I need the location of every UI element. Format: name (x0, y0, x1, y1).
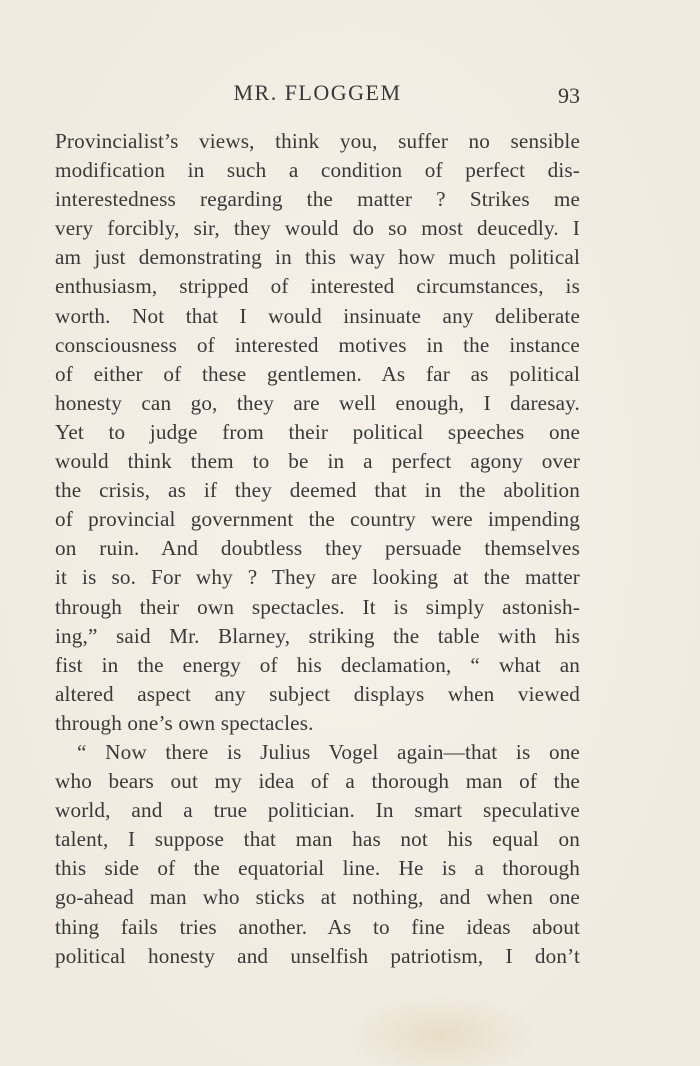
text-line: go-ahead man who sticks at nothing, and when one (55, 885, 580, 910)
text-line: enthusiasm, stripped of interested circumstances, is (55, 274, 580, 299)
text-line: it is so. For why ? They are looking at the matter (55, 565, 580, 590)
text-line: Provincialist’s views, think you, suffer no sensible (55, 129, 580, 153)
text-line: ing,” said Mr. Blarney, striking the table with his (55, 623, 580, 648)
text-line: honesty can go, they are well enough, I daresay. (55, 390, 580, 415)
text-line: would think them to be in a perfect agony over (55, 449, 580, 474)
text-line: am just demonstrating in this way how much political (55, 245, 580, 270)
text-line: interestedness regarding the matter ? Strikes me (55, 187, 580, 212)
text-line: political honesty and unselfish patriotism, I don’t (55, 943, 580, 968)
text-line: of provincial government the country were impending (55, 507, 580, 532)
running-head (55, 80, 580, 110)
text-line: on ruin. And doubtless they persuade themselves (55, 536, 580, 561)
text-line: consciousness of interested motives in the instance (55, 332, 580, 357)
text-line: altered aspect any subject displays when viewed (55, 681, 580, 706)
paragraph-start-line: “ Now there is Julius Vogel again—that is one (77, 739, 580, 764)
body-text (55, 127, 580, 971)
paragraph-end-line: through one’s own spectacles. (55, 710, 314, 735)
text-line: modification in such a condition of perfect dis- (55, 158, 580, 183)
text-line: the crisis, as if they deemed that in the abolition (55, 478, 580, 503)
text-line: of either of these gentlemen. As far as political (55, 361, 580, 386)
text-line: this side of the equatorial line. He is a thorough (55, 856, 580, 881)
text-line: who bears out my idea of a thorough man of the (55, 769, 580, 794)
text-line: through their own spectacles. It is simply astonish- (55, 594, 580, 619)
running-title: MR. FLOGGEM (233, 80, 402, 105)
text-line: thing fails tries another. As to fine ideas about (55, 914, 580, 939)
page-number: 93 (558, 83, 580, 108)
text-line: talent, I suppose that man has not his equal on (55, 827, 580, 852)
text-line: fist in the energy of his declamation, “ what an (55, 652, 580, 677)
text-line: world, and a true politician. In smart speculative (55, 798, 580, 823)
text-line: very forcibly, sir, they would do so most deucedly. I (55, 216, 580, 241)
text-line: Yet to judge from their political speeches one (55, 419, 580, 444)
text-line: worth. Not that I would insinuate any deliberate (55, 303, 580, 328)
